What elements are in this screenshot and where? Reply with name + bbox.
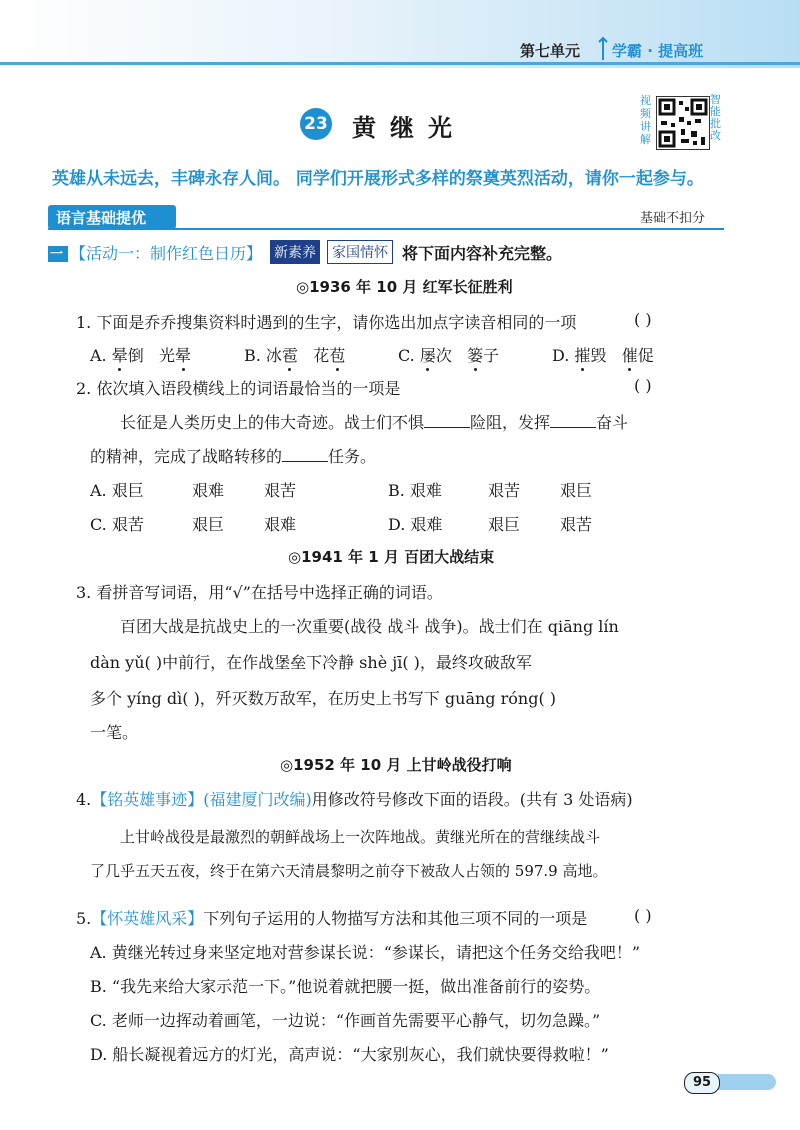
q2-option-a-word2: 艰难 — [192, 481, 225, 500]
q2-text: 的精神，完成了战略转移的 — [90, 447, 283, 466]
q1-option-b: B. 冰雹 花苞 — [244, 346, 346, 365]
q5-number: 5. — [76, 909, 92, 928]
q2-blank-2[interactable] — [550, 413, 596, 428]
q5-line — [76, 906, 587, 929]
q2-text: 任务。 — [328, 447, 377, 466]
q5-option-d: D. 船长凝视着远方的灯光，高声说：“大家别灰心，我们就快要得救啦！” — [90, 1045, 609, 1064]
q2-text: 险阻，发挥 — [470, 413, 551, 432]
q2-option-d: D. 艰难 — [388, 515, 443, 534]
q3-passage-line4: 一笔。 — [90, 723, 139, 742]
q5-answer-paren[interactable]: ( ) — [634, 906, 652, 925]
qr-code-icon[interactable] — [656, 96, 710, 150]
tag-new-literacy: 新素养 — [270, 240, 320, 264]
q4-passage-line1: 上甘岭战役是最激烈的朝鲜战场上一次阵地战。黄继光所在的营继续战斗 — [120, 828, 601, 846]
q1-answer-paren[interactable]: ( ) — [634, 310, 652, 329]
question-marker-label: 一 — [50, 247, 64, 262]
section-underline — [48, 228, 724, 230]
q2-passage-line1 — [120, 410, 628, 433]
lesson-title: 黄继光 — [352, 114, 466, 142]
q2-blank-1[interactable] — [424, 413, 470, 428]
q3-stem: 3. 看拼音写词语，用“√”在括号中选择正确的词语。 — [76, 583, 443, 602]
header-divider — [0, 62, 800, 65]
page-number: 95 — [684, 1072, 720, 1094]
q1-stem: 1. 下面是乔乔搜集资料时遇到的生字，请你选出加点字读音相同的一项 — [76, 313, 577, 332]
q3-passage-line2: dàn yǔ( )中前行，在作战堡垒下冷静 shè jī( )，最终攻破敌军 — [90, 653, 532, 672]
q2-option-c-word3: 艰难 — [264, 515, 297, 534]
lesson-number-badge: 23 — [300, 108, 332, 140]
q2-option-b: B. 艰难 — [388, 481, 442, 500]
q5-stem: 下列句子运用的人物描写方法和其他三项不同的一项是 — [203, 909, 588, 928]
stage-heading-1941: ◎1941 年 1 月 百团大战结束 — [288, 548, 495, 566]
q3-passage-line1: 百团大战是抗战史上的一次重要(战役 战斗 战争)。战士们在 qiāng lín — [120, 617, 619, 636]
q4-passage-line2: 了几乎五天五夜，终于在第六天清晨黎明之前夺下被敌人占领的 597.9 高地。 — [90, 862, 608, 880]
q4-number: 4. — [76, 790, 92, 809]
q2-option-c: C. 艰苦 — [90, 515, 144, 534]
section-label: 语言基础提优 — [56, 209, 147, 227]
q3-passage-line3: 多个 yíng dì( )，歼灭数万敌军，在历史上书写下 guāng róng( ) — [90, 689, 557, 708]
qr-left-label: 视频讲解 — [640, 94, 651, 146]
stage-heading-1952: ◎1952 年 10 月 上甘岭战役打响 — [280, 756, 512, 774]
brand-label: 学霸 · 提高班 — [612, 42, 704, 60]
q2-stem: 2. 依次填入语段横线上的词语最恰当的一项是 — [76, 379, 401, 398]
q2-option-b-word2: 艰苦 — [488, 481, 521, 500]
q2-option-c-word2: 艰巨 — [192, 515, 225, 534]
q4-tag: 【铭英雄事迹】 — [91, 790, 204, 809]
intro-text: 英雄从未远去，丰碑永存人间。 同学们开展形式多样的祭奠英烈活动，请你一起参与。 — [52, 169, 704, 189]
q4-stem: 用修改符号修改下面的语段。(共有 3 处语病) — [311, 790, 633, 809]
q2-option-d-word3: 艰苦 — [560, 515, 593, 534]
brand-arrow-icon — [596, 36, 610, 62]
tag-patriotism: 家国情怀 — [327, 240, 393, 264]
activity-title: 【活动一：制作红色日历】 — [70, 244, 263, 263]
stage-heading-1936: ◎1936 年 10 月 红军长征胜利 — [296, 278, 513, 296]
q1-option-c: C. 屡次 篓子 — [398, 346, 500, 365]
q5-option-c: C. 老师一边挥动着画笔，一边说：“作画首先需要平心静气，切勿急躁。” — [90, 1011, 601, 1030]
q1-option-a: A. 晕倒 光晕 — [90, 346, 192, 365]
q2-text: 奋斗 — [596, 413, 629, 432]
q4-line — [76, 787, 633, 810]
q5-tag: 【怀英雄风采】 — [91, 909, 204, 928]
page-footer-bar — [718, 1074, 776, 1090]
q5-option-a: A. 黄继光转过身来坚定地对营参谋长说：“参谋长，请把这个任务交给我吧！” — [90, 943, 641, 962]
q2-option-a-word3: 艰苦 — [264, 481, 297, 500]
section-tag: 基础不扣分 — [640, 211, 706, 226]
unit-label: 第七单元 — [520, 42, 581, 60]
q2-option-d-word2: 艰巨 — [488, 515, 521, 534]
q2-answer-paren[interactable]: ( ) — [634, 376, 652, 395]
q1-option-d: D. 摧毁 催促 — [552, 346, 654, 365]
q2-text: 长征是人类历史上的伟大奇迹。战士们不惧 — [120, 413, 425, 432]
instruction-text: 将下面内容补充完整。 — [402, 244, 563, 263]
q2-option-b-word3: 艰巨 — [560, 481, 593, 500]
q2-option-a: A. 艰巨 — [90, 481, 144, 500]
q2-passage-line2 — [90, 444, 376, 467]
qr-right-label: 智能批改 — [710, 93, 721, 142]
q5-option-b: B. “我先来给大家示范一下。”他说着就把腰一挺，做出准备前行的姿势。 — [90, 977, 601, 996]
q2-blank-3[interactable] — [282, 447, 328, 462]
q4-source: (福建厦门改编) — [203, 790, 312, 809]
